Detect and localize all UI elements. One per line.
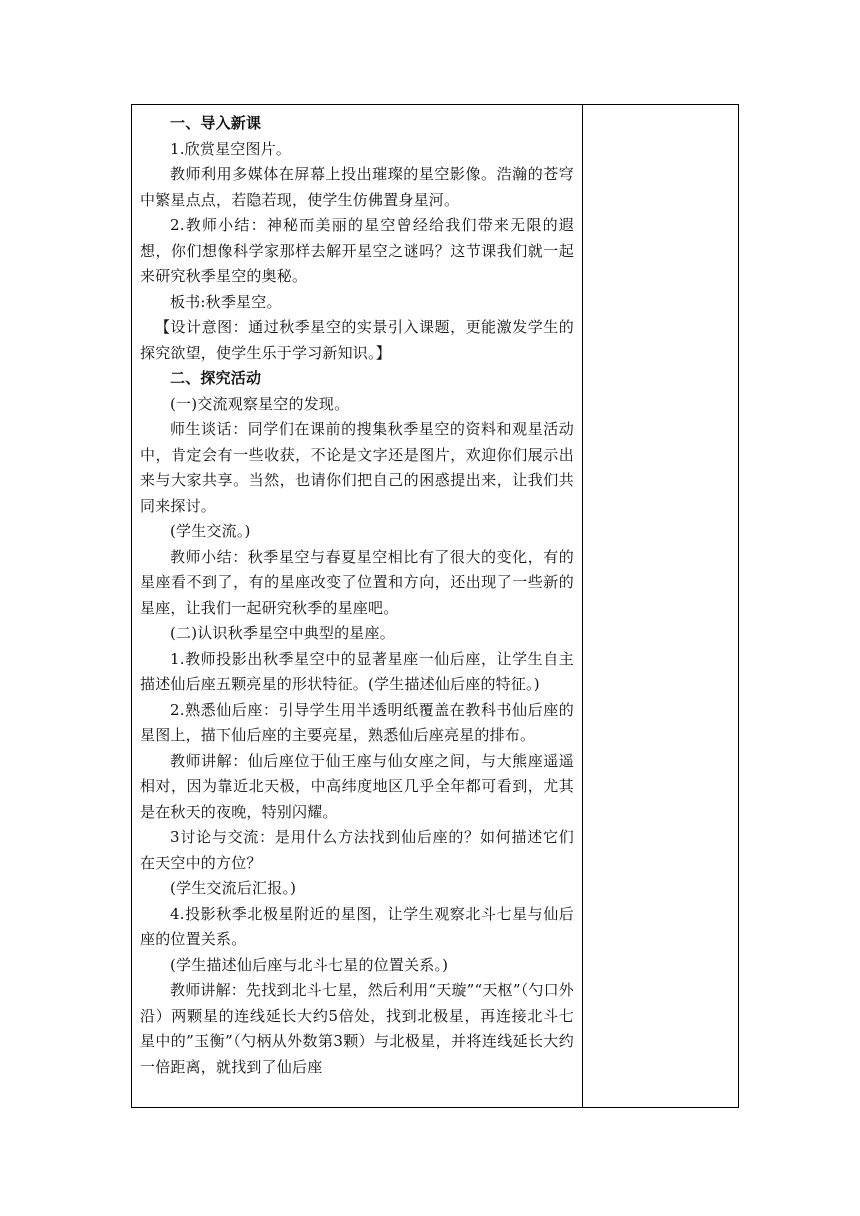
paragraph: (学生交流。) — [170, 522, 251, 540]
section-title-intro: 一、导入新课 — [170, 114, 262, 132]
paragraph: 教师利用多媒体在屏幕上投出璀璨的星空影像。浩瀚的苍穹中繁星点点，若隐若现，使学生仿佛置身星河。 — [140, 165, 574, 209]
paragraph: 教师讲解：先找到北斗七星，然后利用“天璇”“天枢”（勺口外沿）两颗星的连线延长大约5倍处，找到北极星，再连接北斗七星中的”玉衡”（勺柄从外数第3颗）与北极星，并将连线延长大约一倍距离，就找到了仙后座 — [140, 981, 574, 1076]
lesson-content-cell — [132, 105, 583, 1107]
paragraph: 教师小结：秋季星空与春夏星空相比有了很大的变化，有的星座看不到了，有的星座改变了位置和方向，还出现了一些新的星座，让我们一起研究秋季的星座吧。 — [140, 547, 574, 617]
paragraph: 4.投影秋季北极星附近的星图，让学生观察北斗七星与仙后座的位置关系。 — [140, 904, 574, 948]
paragraph: (学生交流后汇报。) — [170, 879, 297, 897]
paragraph: 板书:秋季星空。 — [170, 292, 282, 311]
paragraph: 2.教师小结：神秘而美丽的星空曾经给我们带来无限的遐想，你们想像科学家那样去解开星空之谜吗？这节课我们就一起来研究秋季星空的奥秘。 — [140, 216, 574, 285]
section-title-explore: 二、探究活动 — [170, 369, 262, 387]
paragraph: 2.熟悉仙后座：引导学生用半透明纸覆盖在教科书仙后座的星图上，描下仙后座的主要亮星，熟悉仙后座亮星的排布。 — [140, 700, 574, 744]
paragraph: 1.欣赏星空图片。 — [170, 139, 292, 158]
paragraph: (学生描述仙后座与北斗七星的位置关系。) — [170, 955, 449, 974]
paragraph: (一)交流观察星空的发现。 — [170, 394, 350, 413]
paragraph: 教师讲解：仙后座位于仙王座与仙女座之间，与大熊座遥遥相对，因为靠近北天极，中高纬度地区几乎全年都可看到，尤其是在秋天的夜晚，特别闪耀。 — [140, 751, 574, 821]
paragraph: (二)认识秋季星空中典型的星座。 — [170, 624, 395, 642]
notes-cell — [583, 105, 738, 1107]
design-intent-note: 【设计意图：通过秋季星空的实景引入课题，更能激发学生的探究欲望，使学生乐于学习新知识。】 — [140, 318, 574, 362]
paragraph: 3讨论与交流：是用什么方法找到仙后座的？如何描述它们在天空中的方位？ — [140, 828, 574, 872]
lesson-table — [131, 104, 739, 1108]
paragraph: 师生谈话：同学们在课前的搜集秋季星空的资料和观星活动中，肯定会有一些收获，不论是文字还是图片，欢迎你们展示出来与大家共享。当然，也请你们把自己的困惑提出来，让我们共同来探讨。 — [140, 420, 574, 515]
paragraph: 1.教师投影出秋季星空中的显著星座一仙后座，让学生自主描述仙后座五颗亮星的形状特征。(学生描述仙后座的特征。) — [140, 649, 574, 693]
